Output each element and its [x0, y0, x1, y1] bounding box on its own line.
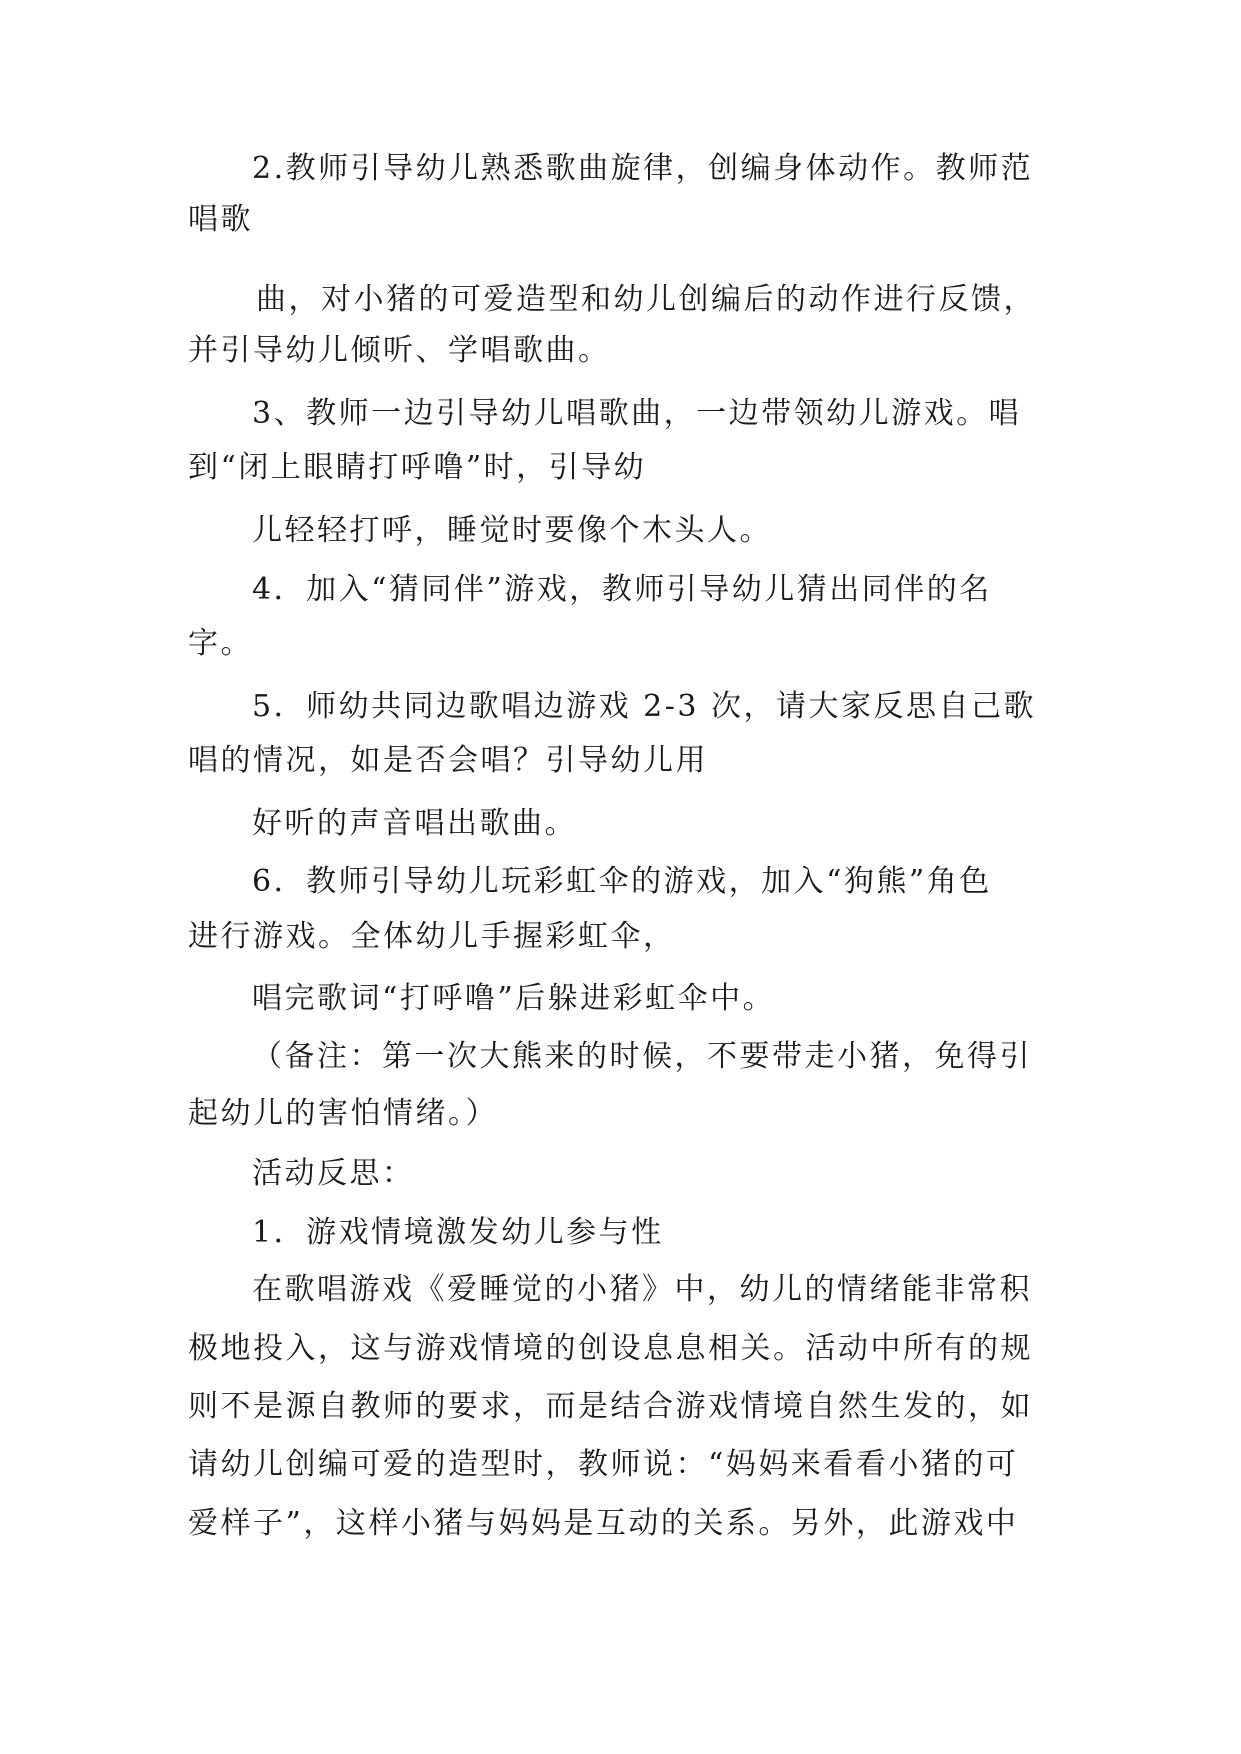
text-line: 唱歌 — [188, 202, 253, 237]
text-line: 起幼儿的害怕情绪。） — [188, 1096, 498, 1131]
text-line: 唱的情况，如是否会唱？引导幼儿用 — [188, 743, 708, 778]
text-line: 4．加入“猜同伴”游戏，教师引导幼儿猜出同伴的名 — [252, 572, 992, 607]
text-line: 儿轻轻打呼，睡觉时要像个木头人。 — [252, 513, 772, 548]
text-line: 1．游戏情境激发幼儿参与性 — [252, 1215, 664, 1250]
text-line: （备注：第一次大熊来的时候，不要带走小猪，免得引 — [252, 1039, 1032, 1074]
text-line: 爱样子”，这样小猪与妈妈是互动的关系。另外，此游戏中 — [188, 1506, 1019, 1541]
text-line: 在歌唱游戏《爱睡觉的小猪》中，幼儿的情绪能非常积 — [252, 1272, 1032, 1307]
text-line: 字。 — [188, 626, 253, 661]
text-line: 3、教师一边引导幼儿唱歌曲，一边带领幼儿游戏。唱 — [252, 396, 1022, 431]
text-line: 2.教师引导幼儿熟悉歌曲旋律，创编身体动作。教师范 — [252, 151, 1034, 186]
text-line: 曲，对小猪的可爱造型和幼儿创编后的动作进行反馈， — [256, 282, 1036, 317]
text-line: 则不是源自教师的要求，而是结合游戏情境自然生发的，如 — [188, 1389, 1033, 1424]
text-line: 6．教师引导幼儿玩彩虹伞的游戏，加入“狗熊”角色 — [252, 864, 992, 899]
text-line: 请幼儿创编可爱的造型时，教师说：“妈妈来看看小猪的可 — [188, 1447, 1019, 1482]
text-line: 到“闭上眼睛打呼噜”时，引导幼 — [188, 450, 647, 485]
text-line: 5．师幼共同边歌唱边游戏 2-3 次，请大家反思自己歌 — [252, 689, 1036, 724]
text-line: 极地投入，这与游戏情境的创设息息相关。活动中所有的规 — [188, 1331, 1033, 1366]
text-line: 好听的声音唱出歌曲。 — [252, 806, 577, 841]
text-line: 并引导幼儿倾听、学唱歌曲。 — [188, 333, 611, 368]
text-line: 唱完歌词“打呼噜”后躲进彩虹伞中。 — [252, 981, 776, 1016]
text-line: 进行游戏。全体幼儿手握彩虹伞， — [188, 919, 676, 954]
text-line: 活动反思： — [252, 1156, 415, 1191]
